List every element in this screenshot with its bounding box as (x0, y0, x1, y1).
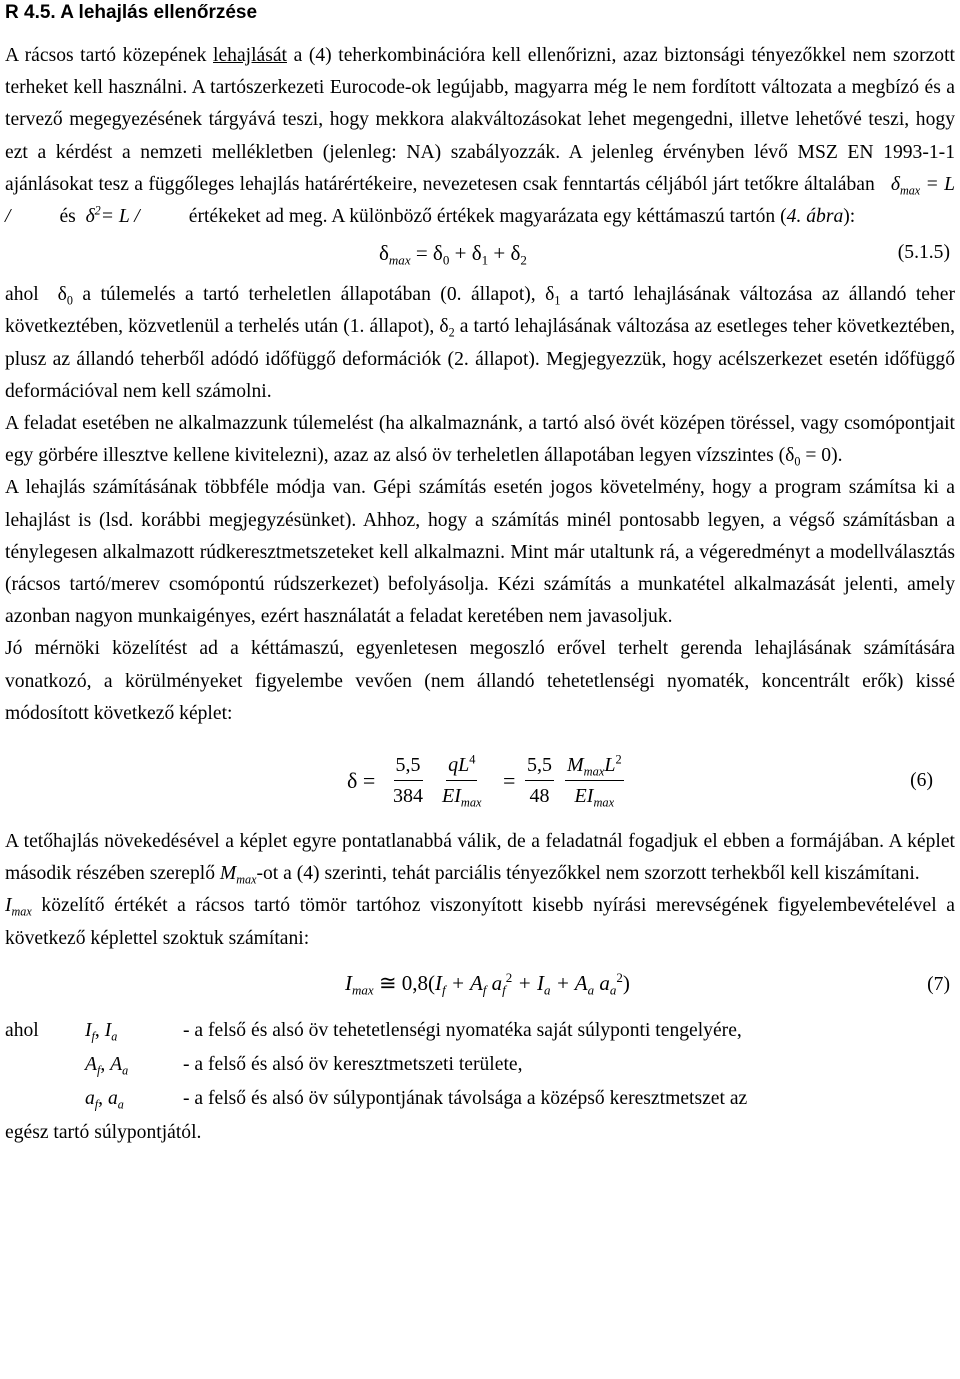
equation-number: (7) (927, 973, 950, 995)
numerator: 5,5 (525, 750, 554, 781)
subscript: a (111, 1029, 118, 1044)
fraction-5-5-over-48 (525, 750, 554, 811)
delta-symbol: δ (85, 206, 95, 228)
equation-lhs: δ = (347, 768, 376, 794)
equation-body (379, 237, 527, 269)
text: a tartó lehajlásának változása az esetleges teher következtében, plusz az állandó teherből adódó időfüggő deformációk (2. állapot). Megjegyezzük, hogy acélszerkezet esetén időfüggő deformációval nem kell számolni. (5, 316, 956, 402)
subscript: max (583, 764, 605, 779)
formula-text: ) (622, 970, 630, 995)
delta-symbol: δ (890, 173, 900, 195)
text: ): (843, 206, 856, 228)
text: -ot a (4) szerinti, tehát parciális tényezőkkel nem szorzott terhekből kell kiszámítani. (256, 863, 920, 885)
subscript: f (96, 1063, 101, 1078)
formula-symbol: I (5, 895, 12, 917)
formula-text: + A (445, 970, 483, 995)
formula-text: L (604, 754, 616, 777)
subscript: f (91, 1029, 95, 1044)
text: ahol (5, 1019, 39, 1041)
denominator (442, 781, 482, 811)
text: ). (831, 445, 843, 467)
delta-symbol: δ (785, 445, 795, 467)
formula-symbol: a (85, 1087, 95, 1109)
subscript: f (482, 982, 487, 998)
text: a (4) teherkombinációra kell ellenőrizni, azaz biztonsági tényezőkkel nem szorzott terheket kell használni. A tartószerkezeti Eurocode-ok legújabb, magyarra még le nem fordított változata a megbízó és a tervező megegyezésének tárgyává teszi, hogy mekkora alakváltozásokat lehet megengedni, illetve lehetővé teszi, hogy ezt a kérdést a nemzeti mellékletben (jelenleg: NA) szabályozzák. A jelenleg érvényben lévő MSZ EN 1993-1-1 ajánlásokat tesz a függőleges lehajlás határértékeire, nevezetesen csak fenntartás céljából járt tetőkre általában (5, 45, 955, 195)
subscript: a (117, 1097, 124, 1112)
delta-symbol: δ (57, 284, 67, 306)
subscript: f (94, 1097, 99, 1112)
symbol-definitions (5, 1015, 955, 1117)
denominator: 384 (393, 785, 423, 808)
text: A feladat esetében ne alkalmazzunk túlemelést (ha alkalmaznánk, a tartó alsó övét középen töréssel, vagy csomópontjait egy görbére illesztve kellene kivitelezni), azaz az alsó öv terheletlen állapotában legyen vízszintes ( (5, 413, 955, 467)
formula-symbol: I (85, 1019, 92, 1041)
symbols: $I_f$, $I_a$ (85, 1019, 118, 1044)
paragraph-deflection-intro (5, 40, 955, 233)
definition-row (5, 1049, 955, 1083)
formula-text: = L / (100, 206, 140, 228)
formula-symbol: I (104, 1019, 112, 1041)
subscript: f (442, 982, 446, 998)
formula-symbol: A (110, 1053, 123, 1075)
definition-text: - a felső és alsó öv tehetetlenségi nyomatéka saját súlyponti tengelyére, (183, 1019, 742, 1041)
equation-number: (5.1.5) (897, 242, 950, 264)
symbols: $A_f$, $A_a$ (85, 1053, 129, 1078)
figure-reference: 4. ábra (786, 206, 844, 228)
denominator (575, 781, 615, 811)
subscript: f (502, 982, 506, 998)
formula-symbol: a (107, 1087, 118, 1109)
subscript: a (609, 982, 617, 998)
delta-symbol: δ (379, 241, 389, 266)
formula-text: EI (442, 785, 461, 808)
subscript: a (543, 982, 551, 998)
text: a tartó lehajlásának változása az állandó teher következtében, közvetlenül a terhelés után (1. állapot), (5, 284, 956, 338)
equation-body (345, 967, 630, 999)
fraction-qL4-over-EImax (442, 750, 482, 811)
definition-row (5, 1015, 955, 1049)
text: értékeket ad meg. A különböző értékek magyarázata egy kéttámaszú tartón ( (188, 206, 787, 228)
superscript: 4 (469, 752, 476, 767)
subscript: a (587, 982, 595, 998)
numerator: 5,5 (394, 750, 423, 781)
formula-text: qL (448, 754, 470, 777)
subscript: max (352, 982, 374, 998)
delta-symbol: δ (439, 316, 449, 338)
formula-symbol: I (435, 970, 443, 995)
subscript: max (593, 795, 615, 810)
formula-text: + δ (488, 241, 521, 266)
fraction-MmaxL2-over-EImax (565, 750, 624, 811)
formula-text: + A (550, 970, 588, 995)
formula-text: = L / (5, 173, 956, 228)
subscript: max (236, 872, 257, 887)
equation-5-1-5 (5, 233, 955, 279)
subscript: 0 (66, 293, 73, 308)
paragraph-approximation: Jó mérnöki közelítést ad a kéttámaszú, egyenletesen megoszló erővel terhelt gerenda lehajlásának számítására vonatkozó, a körülményeket figyelembe vevően (nem állandó tehetetlenségi nyomaték, koncentrált erők) kissé módosított következő képlet: (5, 638, 955, 724)
formula-text: + δ (449, 241, 482, 266)
limit-formula-2 (85, 203, 140, 228)
section-heading: R 4.5. A lehajlás ellenőrzése (5, 2, 258, 23)
subscript: 1 (554, 293, 561, 308)
superscript: 2 (615, 752, 622, 767)
text: A tetőhajlás növekedésével a képlet egyre pontatlanabbá válik, de a feladatnál fogadjuk el ebben a formájában. A képlet második részében szereplő (5, 831, 955, 885)
fraction-5-5-over-384 (393, 750, 423, 811)
equation-number: (6) (910, 770, 933, 792)
subscript: 0 (442, 252, 450, 268)
subscript: max (388, 252, 411, 268)
formula-text: EI (574, 785, 594, 808)
numerator (446, 750, 477, 781)
subscript: 2 (520, 252, 527, 268)
formula-text: + I (512, 970, 544, 995)
formula-symbol: M (219, 863, 237, 885)
text: A rácsos tartó közepének (5, 45, 214, 66)
denominator: 48 (529, 785, 550, 808)
text: ahol (5, 284, 39, 306)
paragraph-inertia-intro (5, 890, 955, 954)
text: közelítő értékét a rácsos tartó tömör tartóhoz viszonyított kisebb nyírási merevségének figyelembevételével a következő képlettel szoktuk számítani: (5, 895, 955, 949)
definition-row (5, 1083, 955, 1117)
formula-text: M (567, 754, 584, 777)
formula-text: a (594, 970, 610, 995)
subscript: max (899, 183, 921, 198)
numerator (565, 750, 624, 781)
formula-text: = 0 (800, 445, 832, 467)
superscript: 2 (94, 203, 101, 218)
subscript: 2 (448, 325, 455, 340)
superscript: 2 (505, 970, 513, 986)
formula-text: = δ (415, 241, 443, 266)
subscript: 0 (794, 454, 801, 469)
text: és (59, 206, 76, 228)
equation-6 (5, 736, 955, 826)
subscript: 1 (481, 252, 489, 268)
formula-text: a (486, 970, 503, 995)
equals-sign: = (503, 768, 516, 794)
subscript: a (122, 1063, 129, 1078)
formula-symbol: I (345, 970, 352, 995)
superscript: 2 (616, 970, 623, 986)
paragraph-closing: egész tartó súlypontjától. (5, 1121, 202, 1143)
delta-symbol: δ (545, 284, 555, 306)
formula-symbol: A (85, 1053, 97, 1075)
definition-text: - a felső és alsó öv keresztmetszeti területe, (183, 1053, 523, 1075)
equation-7 (5, 955, 955, 1015)
paragraph-calculation-methods: A lehajlás számításának többféle módja van. Gépi számítás esetén jogos követelmény, hogy a program számítsa ki a lehajlást is (lsd. korábbi megjegyzésünket). Ahhoz, hogy a számítás minél pontosabb legyen, a végső számításban a ténylegesen alkalmazott rúdkeresztmetszeteket kell alkalmazni. Mint már utaltunk rá, a végeredményt a modellválasztás (rácsos tartó/merev csomópontú rúdszerkezet) befolyásolja. Kézi számítás a munkatétel alkalmazását jelenti, amely azonban nagyon munkaigényes, ezért használatát a feladat keretében nem javasoljuk. (5, 477, 955, 628)
text: a túlemelés a tartó terheletlen állapotában (0. állapot), (72, 284, 546, 306)
subscript: max (11, 904, 32, 919)
symbols: $a_f$, $a_a$ (85, 1087, 124, 1112)
paragraph-roof-slope (5, 826, 955, 890)
formula-text: ≅ 0,8( (373, 970, 436, 995)
paragraph-delta-definitions (5, 279, 955, 408)
underlined-term: lehajlását (213, 45, 287, 66)
paragraph-no-precamber (5, 408, 955, 472)
definition-text: - a felső és alsó öv súlypontjának távolsága a középső keresztmetszet az (183, 1087, 748, 1109)
subscript: max (460, 795, 482, 810)
